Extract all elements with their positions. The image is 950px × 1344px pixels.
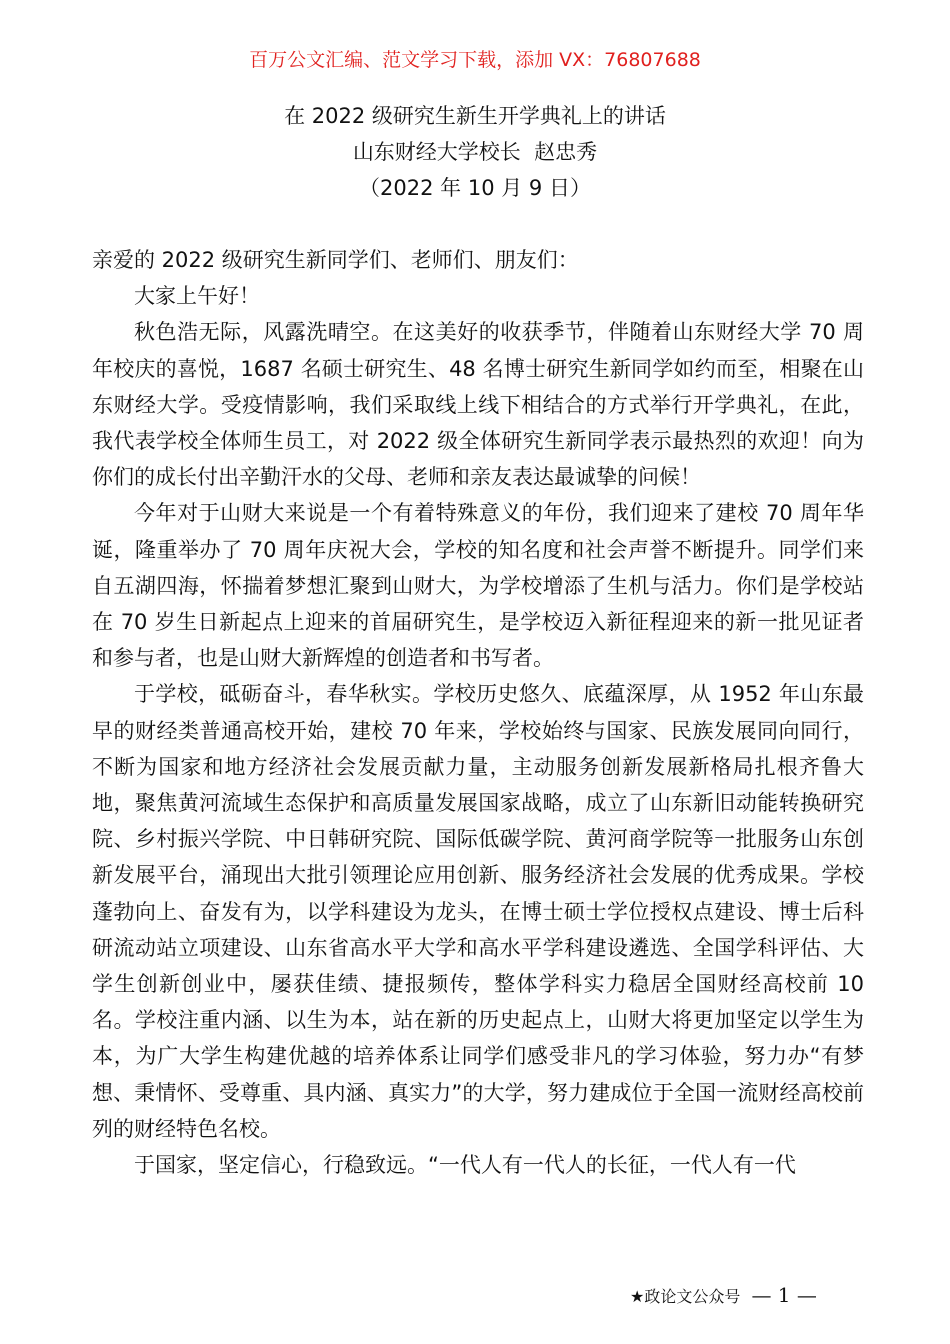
speech-body: [92, 242, 864, 1183]
paragraph-school: 于学校，砥砺奋斗，春华秋实。学校历史悠久、底蕴深厚，从 1952 年山东最早的财经类普通高校开始，建校 70 年来，学校始终与国家、民族发展同向同行，不断为国家和地方经济社会发展贡献力量，主动服务创新发展新格局扎根齐鲁大地，聚焦黄河流域生态保护和高质量发展国家战略，成立了山东新旧动能转换研究院、乡村振兴学院、中日韩研究院、国际低碳学院、黄河商学院等一批服务山东创新发展平台，涌现出大批引领理论应用创新、服务经济社会发展的优秀成果。学校蓬勃向上、奋发有为，以学科建设为龙头，在博士硕士学位授权点建设、博士后科研流动站立项建设、山东省高水平大学和高水平学科建设遴选、全国学科评估、大学生创新创业中，屡获佳绩、捷报频传，整体学科实力稳居全国财经高校前 10 名。学校注重内涵、以生为本，站在新的历史起点上，山财大将更加坚定以学生为本，为广大学生构建优越的培养体系让同学们感受非凡的学习体验，努力办“有梦想、秉情怀、受尊重、具内涵、真实力”的大学，努力建成位于全国一流财经高校前列的财经特色名校。: [92, 682, 864, 1141]
page-number: — 1 —: [751, 1283, 817, 1307]
download-banner: 百万公文汇编、范文学习下载，添加 VX：76807688: [249, 49, 701, 71]
speech-date: （2022 年 10 月 9 日）: [359, 176, 591, 200]
paragraph-nation: 于国家，坚定信心，行稳致远。“一代人有一代人的长征，一代人有一代: [134, 1153, 796, 1178]
speaker-line: 山东财经大学校长 赵忠秀: [352, 140, 598, 164]
salutation: 亲爱的 2022 级研究生新同学们、老师们、朋友们：: [92, 248, 579, 272]
paragraph-greeting: 大家上午好！: [134, 284, 260, 309]
speech-title-block: [0, 98, 950, 206]
page-footer: [630, 1282, 870, 1310]
speech-title: 在 2022 级研究生新生开学典礼上的讲话: [284, 104, 666, 128]
footer-source: ★政论文公众号: [630, 1287, 741, 1306]
paragraph-welcome: 秋色浩无际，风露洗晴空。在这美好的收获季节，伴随着山东财经大学 70 周年校庆的喜悦，1687 名硕士研究生、48 名博士研究生新同学如约而至，相聚在山东财经大学。受疫情影响，我们采取线上线下相结合的方式举行开学典礼，在此，我代表学校全体师生员工，对 2022 级全体研究生新同学表示最热烈的欢迎！向为你们的成长付出辛勤汗水的父母、老师和亲友表达最诚挚的问候！: [92, 320, 864, 490]
paragraph-anniversary: 今年对于山财大来说是一个有着特殊意义的年份，我们迎来了建校 70 周年华诞，隆重举办了 70 周年庆祝大会，学校的知名度和社会声誉不断提升。同学们来自五湖四海，怀揣着梦想汇聚到山财大，为学校增添了生机与活力。你们是学校站在 70 岁生日新起点上迎来的首届研究生，是学校迈入新征程迎来的新一批见证者和参与者，也是山财大新辉煌的创造者和书写者。: [92, 501, 864, 671]
